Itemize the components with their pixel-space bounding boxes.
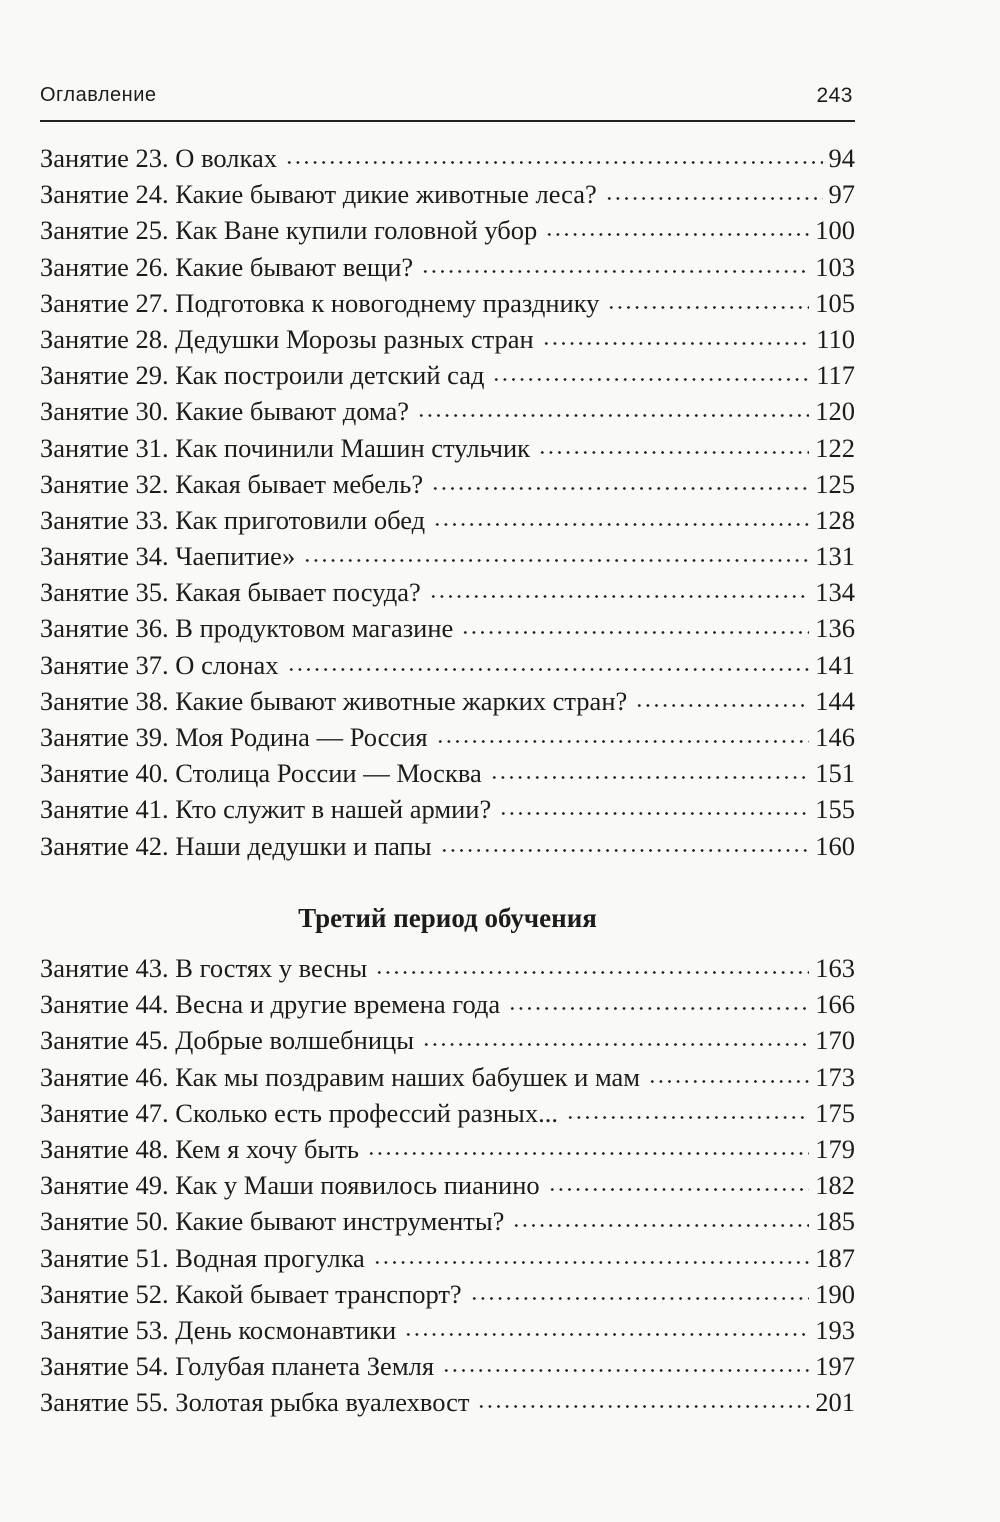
toc-entry-title: Занятие 45. Добрые волшебницы (40, 1025, 415, 1056)
toc-entry-title: Занятие 51. Водная прогулка (40, 1242, 365, 1273)
toc-entry (40, 433, 855, 469)
toc-entry-title: Занятие 25. Как Ване купили головной убор (40, 215, 538, 246)
dot-leader (542, 328, 811, 348)
toc-entry-title: Занятие 53. День космонавтики (40, 1314, 397, 1345)
toc-entry-title: Занятие 34. Чаепитие» (40, 541, 296, 572)
toc-entry-page: 170 (815, 1025, 855, 1056)
toc-entry-page: 134 (815, 577, 855, 608)
toc-entry (40, 1279, 855, 1315)
toc-entry-title: Занятие 52. Какой бывает транспорт? (40, 1278, 462, 1309)
toc-entry-page: 146 (815, 722, 855, 752)
toc-entry-page: 125 (815, 468, 855, 499)
toc-entry-title: Занятие 55. Золотая рыбка вуалехвост (40, 1387, 470, 1418)
toc-entry-page: 175 (815, 1097, 855, 1128)
toc-entry (40, 179, 855, 215)
toc-entry-page: 136 (815, 613, 855, 644)
dot-leader (538, 437, 809, 457)
toc-entry (40, 758, 855, 794)
toc-entry-page: 110 (816, 323, 855, 354)
toc-entry (40, 541, 855, 577)
toc-entry (40, 252, 855, 288)
toc-entry (40, 324, 855, 360)
toc-entry-page: 166 (815, 989, 855, 1020)
toc-entry-title: Занятие 30. Какие бывают дома? (40, 396, 410, 427)
toc-entry-page: 193 (815, 1314, 855, 1345)
toc-entry-title: Занятие 50. Какие бывают инструменты? (40, 1206, 505, 1237)
dot-leader (605, 183, 823, 203)
toc-entry-title: Занятие 44. Весна и другие времена года (40, 989, 501, 1020)
header-rule (40, 120, 855, 122)
dot-leader (442, 1355, 809, 1375)
toc-entry (40, 360, 855, 396)
dot-leader (422, 1029, 809, 1049)
toc-entry-page: 155 (815, 794, 855, 825)
toc-entry-title: Занятие 54. Голубая планета Земля (40, 1351, 435, 1382)
toc-entry-page: 97 (828, 179, 855, 210)
toc-entry-title: Занятие 47. Сколько есть профессий разных... (40, 1097, 558, 1128)
toc-entry-page: 100 (815, 215, 855, 246)
dot-leader (373, 1247, 809, 1267)
dot-leader (367, 1138, 809, 1158)
toc-entry (40, 1206, 855, 1242)
dot-leader (545, 219, 809, 239)
toc-list-third-period (40, 953, 855, 1423)
toc-entry (40, 577, 855, 613)
dot-leader (508, 993, 809, 1013)
toc-entry (40, 1170, 855, 1206)
toc-entry (40, 143, 855, 179)
toc-entry (40, 1134, 855, 1170)
toc-entry-title: Занятие 39. Моя Родина — Россия (40, 722, 428, 752)
toc-entry-title: Занятие 40. Столица России — Москва (40, 758, 482, 789)
toc-entry-page: 144 (815, 685, 855, 716)
dot-leader (490, 762, 810, 782)
toc-entry-title: Занятие 33. Как приготовили обед (40, 504, 426, 535)
toc-entry-title: Занятие 23. О волках (40, 143, 278, 173)
dot-leader (375, 957, 809, 977)
toc-entry (40, 288, 855, 324)
dot-leader (470, 1283, 810, 1303)
toc-entry (40, 1351, 855, 1387)
toc-entry-title: Занятие 42. Наши дедушки и папы (40, 830, 432, 861)
toc-entry-title: Занятие 26. Какие бывают вещи? (40, 251, 414, 282)
toc-entry (40, 1025, 855, 1061)
dot-leader (404, 1319, 809, 1339)
dot-leader (429, 581, 810, 601)
dot-leader (492, 364, 810, 384)
toc-entry-page: 179 (815, 1133, 855, 1164)
toc-entry-page: 105 (815, 287, 855, 318)
toc-entry-page: 94 (828, 143, 855, 173)
toc-entry-page: 141 (815, 649, 855, 680)
toc-entry-title: Занятие 37. О слонах (40, 649, 279, 680)
dot-leader (287, 654, 810, 674)
running-header (40, 84, 855, 114)
dot-leader (303, 545, 809, 565)
toc-entry (40, 831, 855, 867)
toc-entry-page: 201 (815, 1387, 855, 1418)
dot-leader (440, 835, 810, 855)
dot-leader (512, 1210, 809, 1230)
page-number: 243 (816, 84, 853, 107)
toc-entry-page: 187 (815, 1242, 855, 1273)
toc-entry (40, 953, 855, 989)
toc-entry-title: Занятие 32. Какая бывает мебель? (40, 468, 424, 499)
toc-list-second-period (40, 143, 855, 867)
section-heading: Третий период обучения (298, 903, 597, 933)
toc-entry-page: 103 (815, 251, 855, 282)
toc-entry-title: Занятие 38. Какие бывают животные жарких стран? (40, 685, 628, 716)
dot-leader (431, 473, 809, 493)
dot-leader (607, 292, 809, 312)
toc-entry-page: 185 (815, 1206, 855, 1237)
toc-entry-page: 131 (815, 541, 855, 572)
toc-entry (40, 686, 855, 722)
dot-leader (436, 726, 810, 746)
toc-entry-title: Занятие 29. Как построили детский сад (40, 360, 485, 391)
dot-leader (461, 617, 809, 637)
toc-entry (40, 469, 855, 505)
toc-entry-page: 120 (815, 396, 855, 427)
toc-entry (40, 1098, 855, 1134)
toc-entry-page: 173 (815, 1061, 855, 1092)
toc-entry-page: 128 (815, 504, 855, 535)
toc-entry-title: Занятие 41. Кто служит в нашей армии? (40, 794, 492, 825)
toc-entry-title: Занятие 24. Какие бывают дикие животные леса? (40, 179, 597, 210)
toc-entry-page: 163 (815, 953, 855, 983)
toc-entry-title: Занятие 31. Как починили Машин стульчик (40, 432, 531, 463)
toc-entry-title: Занятие 35. Какая бывает посуда? (40, 577, 421, 608)
toc-entry (40, 989, 855, 1025)
dot-leader (285, 147, 822, 167)
toc-entry-title: Занятие 27. Подготовка к новогоднему празднику (40, 287, 600, 318)
dot-leader (499, 798, 809, 818)
dot-leader (635, 690, 809, 710)
toc-entry (40, 1315, 855, 1351)
toc-entry (40, 396, 855, 432)
dot-leader (421, 256, 809, 276)
toc-entry-title: Занятие 46. Как мы поздравим наших бабушек и мам (40, 1061, 641, 1092)
toc-entry (40, 505, 855, 541)
toc-entry-page: 160 (815, 830, 855, 861)
toc-entry-title: Занятие 48. Кем я хочу быть (40, 1133, 359, 1164)
toc-entry (40, 650, 855, 686)
toc-entry-page: 182 (815, 1170, 855, 1201)
dot-leader (417, 400, 809, 420)
running-title: Оглавление (40, 84, 157, 106)
dot-leader (477, 1391, 809, 1411)
toc-entry-page: 122 (815, 432, 855, 463)
dot-leader (548, 1174, 810, 1194)
toc-entry-page: 190 (815, 1278, 855, 1309)
toc-entry-title: Занятие 36. В продуктовом магазине (40, 613, 454, 644)
toc-entry-title: Занятие 49. Как у Маши появилось пианино (40, 1170, 540, 1201)
toc-entry-page: 197 (815, 1351, 855, 1382)
toc-entry-title: Занятие 28. Дедушки Морозы разных стран (40, 323, 534, 354)
toc-entry (40, 215, 855, 251)
toc-entry-page: 117 (816, 360, 855, 391)
dot-leader (566, 1102, 809, 1122)
toc-entry (40, 613, 855, 649)
dot-leader (433, 509, 809, 529)
dot-leader (648, 1066, 809, 1086)
toc-entry (40, 1062, 855, 1098)
toc-entry-page: 151 (815, 758, 855, 789)
toc-entry (40, 722, 855, 758)
toc-entry (40, 1387, 855, 1423)
toc-entry-title: Занятие 43. В гостях у весны (40, 953, 368, 983)
toc-entry (40, 1243, 855, 1279)
toc-entry (40, 794, 855, 830)
